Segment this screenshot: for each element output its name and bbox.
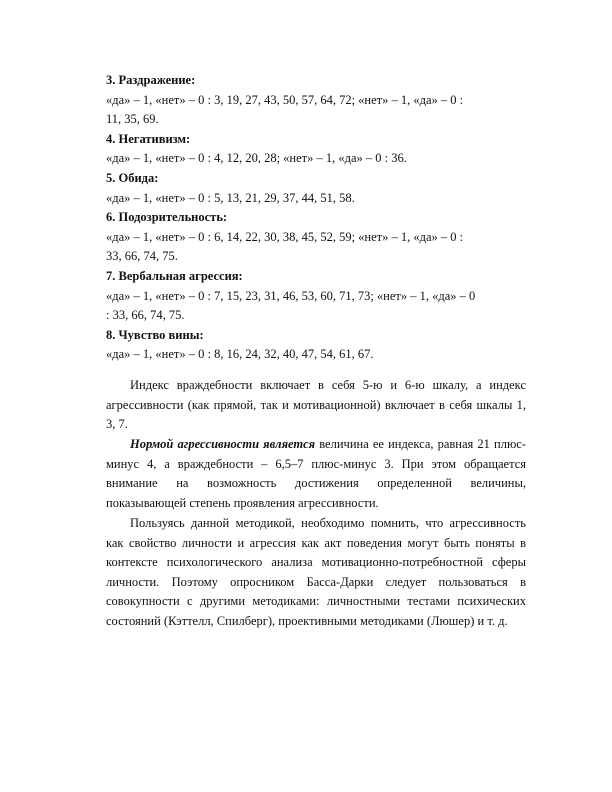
scale-line: «да» – 1, «нет» – 0 : 8, 16, 24, 32, 40, 47, 54, 61, 67.	[106, 347, 374, 362]
scale-title: 5. Обида:	[106, 170, 159, 185]
scale-line: «да» – 1, «нет» – 0 : 3, 19, 27, 43, 50, 57, 64, 72; «нет» – 1, «да» – 0 :	[106, 92, 464, 107]
scale-line: «да» – 1, «нет» – 0 : 4, 12, 20, 28; «нет» – 1, «да» – 0 : 36.	[106, 151, 407, 166]
scale-title: 6. Подозрительность:	[106, 210, 228, 225]
paragraph-method-note: Пользуясь данной методикой, необходимо помнить, что агрессивность как свойство личности и агрессия как акт поведения могут быть поняты в контексте психологического анализа мотивационно-потребностной сферы личности. Поэтому опросником Басса-Дарки следует пользоваться в совокупности с другими методиками: личностными тестами психических состояний (Кэттелл, Спилберг), проективными методиками (Люшер) и т. д.	[106, 516, 526, 628]
scale-title: 7. Вербальная агрессия:	[106, 268, 243, 283]
scale-line: 11, 35, 69.	[106, 112, 159, 127]
scale-title: 4. Негативизм:	[106, 131, 191, 146]
scale-line: «да» – 1, «нет» – 0 : 7, 15, 23, 31, 46, 53, 60, 71, 73; «нет» – 1, «да» – 0	[106, 288, 476, 303]
norm-text: величина ее индекса, равная 21 плюс-минус 4, а враждебности – 6,5–7 плюс-минус 3. При этом обращается внимание на возможность достижения определенной величины, показывающей степень проявления агрессивности.	[106, 437, 526, 510]
scale-title: 8. Чувство вины:	[106, 327, 204, 342]
scale-line: 33, 66, 74, 75.	[106, 249, 178, 264]
scale-line: «да» – 1, «нет» – 0 : 6, 14, 22, 30, 38, 45, 52, 59; «нет» – 1, «да» – 0 :	[106, 229, 464, 244]
scale-title: 3. Раздражение:	[106, 73, 196, 87]
paragraph-norm	[106, 435, 526, 513]
scale-line: «да» – 1, «нет» – 0 : 5, 13, 21, 29, 37, 44, 51, 58.	[106, 190, 355, 205]
norm-emphasis: Нормой агрессивности является	[130, 437, 316, 451]
scales-list	[106, 71, 526, 365]
paragraph-index-info: Индекс враждебности включает в себя 5-ю и 6-ю шкалу, а индекс агрессивности (как прямой, так и мотивационной) включает в себя шкалы 1, 3, 7.	[106, 378, 526, 432]
scale-line: : 33, 66, 74, 75.	[106, 308, 185, 323]
